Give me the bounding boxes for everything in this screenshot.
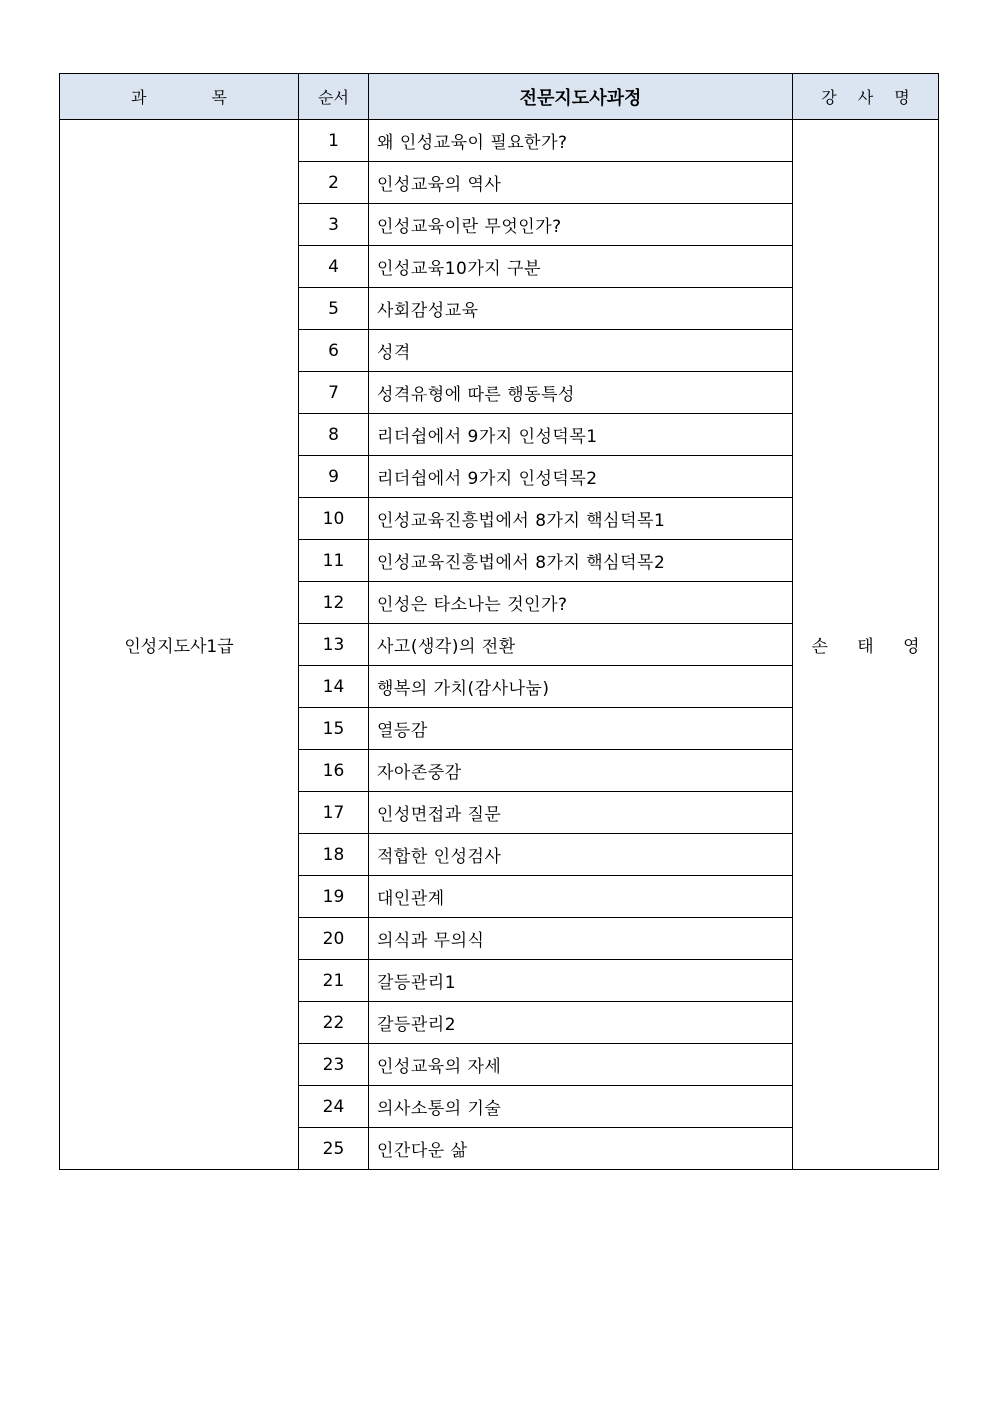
order-cell: 9 — [299, 456, 369, 498]
order-cell: 20 — [299, 918, 369, 960]
order-cell: 13 — [299, 624, 369, 666]
lesson-title-cell: 인성교육10가지 구분 — [369, 246, 793, 288]
order-cell: 21 — [299, 960, 369, 1002]
instructor-cell: 손 태 영 — [793, 120, 939, 1170]
order-cell: 18 — [299, 834, 369, 876]
order-cell: 24 — [299, 1086, 369, 1128]
order-cell: 23 — [299, 1044, 369, 1086]
lesson-title-cell: 갈등관리1 — [369, 960, 793, 1002]
table-header-row — [60, 74, 939, 120]
lesson-title-cell: 인성면접과 질문 — [369, 792, 793, 834]
lesson-title-cell: 갈등관리2 — [369, 1002, 793, 1044]
lesson-title-cell: 인성교육의 역사 — [369, 162, 793, 204]
header-order: 순서 — [299, 74, 369, 120]
lesson-title-cell: 의사소통의 기술 — [369, 1086, 793, 1128]
header-instructor: 강 사 명 — [793, 74, 939, 120]
order-cell: 7 — [299, 372, 369, 414]
lesson-title-cell: 자아존중감 — [369, 750, 793, 792]
course-table — [59, 73, 939, 1170]
lesson-title-cell: 사고(생각)의 전환 — [369, 624, 793, 666]
order-cell: 6 — [299, 330, 369, 372]
order-cell: 11 — [299, 540, 369, 582]
lesson-title-cell: 인성교육의 자세 — [369, 1044, 793, 1086]
order-cell: 22 — [299, 1002, 369, 1044]
table-body — [60, 120, 939, 1170]
lesson-title-cell: 인성교육이란 무엇인가? — [369, 204, 793, 246]
order-cell: 15 — [299, 708, 369, 750]
lesson-title-cell: 왜 인성교육이 필요한가? — [369, 120, 793, 162]
order-cell: 19 — [299, 876, 369, 918]
order-cell: 8 — [299, 414, 369, 456]
lesson-title-cell: 리더쉽에서 9가지 인성덕목1 — [369, 414, 793, 456]
header-course-content: 전문지도사과정 — [369, 74, 793, 120]
order-cell: 1 — [299, 120, 369, 162]
lesson-title-cell: 인성교육진흥법에서 8가지 핵심덕목2 — [369, 540, 793, 582]
order-cell: 14 — [299, 666, 369, 708]
lesson-title-cell: 리더쉽에서 9가지 인성덕목2 — [369, 456, 793, 498]
lesson-title-cell: 인간다운 삶 — [369, 1128, 793, 1170]
table-row — [60, 120, 939, 162]
subject-cell: 인성지도사1급 — [60, 120, 299, 1170]
lesson-title-cell: 사회감성교육 — [369, 288, 793, 330]
order-cell: 2 — [299, 162, 369, 204]
lesson-title-cell: 성격유형에 따른 행동특성 — [369, 372, 793, 414]
lesson-title-cell: 열등감 — [369, 708, 793, 750]
order-cell: 4 — [299, 246, 369, 288]
order-cell: 16 — [299, 750, 369, 792]
order-cell: 17 — [299, 792, 369, 834]
lesson-title-cell: 대인관계 — [369, 876, 793, 918]
header-subject: 과 목 — [60, 74, 299, 120]
order-cell: 25 — [299, 1128, 369, 1170]
order-cell: 10 — [299, 498, 369, 540]
lesson-title-cell: 적합한 인성검사 — [369, 834, 793, 876]
lesson-title-cell: 행복의 가치(감사나눔) — [369, 666, 793, 708]
order-cell: 5 — [299, 288, 369, 330]
order-cell: 3 — [299, 204, 369, 246]
lesson-title-cell: 성격 — [369, 330, 793, 372]
lesson-title-cell: 의식과 무의식 — [369, 918, 793, 960]
lesson-title-cell: 인성교육진흥법에서 8가지 핵심덕목1 — [369, 498, 793, 540]
lesson-title-cell: 인성은 타소나는 것인가? — [369, 582, 793, 624]
order-cell: 12 — [299, 582, 369, 624]
